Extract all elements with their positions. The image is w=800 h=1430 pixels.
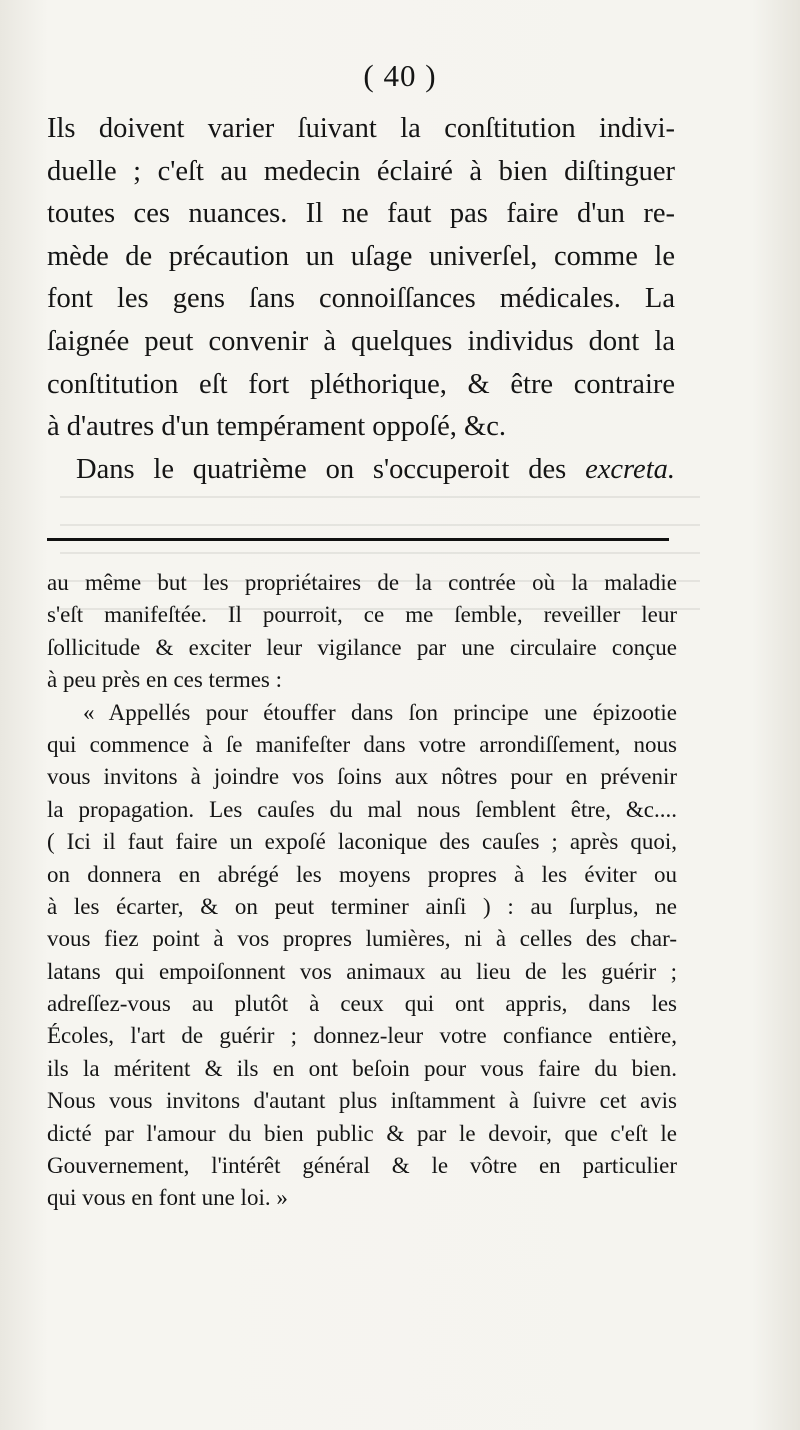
footnote-line: ils la méritent & ils en ont beſoin pour vous faire du bien. [47, 1055, 677, 1081]
main-text-block [47, 108, 675, 491]
footnote-line: qui vous en font une loi. » [47, 1185, 288, 1211]
footnote-line: ( Ici il faut faire un expoſé laconique des cauſes ; après quoi, [47, 829, 677, 855]
footnote-line: à les écarter, & on peut terminer ainſi ) : au ſurplus, ne [47, 893, 677, 919]
main-text-line: à d'autres d'un tempérament oppoſé, &c. [47, 411, 506, 443]
footnote-line: au même but les propriétaires de la contrée où la maladie [47, 570, 677, 595]
main-text-line: Ils doivent varier ſuivant la conſtitution indivi- [47, 113, 675, 144]
footnote-line: adreſſez-vous au plutôt à ceux qui ont appris, dans les [47, 991, 677, 1017]
page-number: ( 40 ) [363, 58, 437, 93]
footnote-line: on donnera en abrégé les moyens propres à les éviter ou [47, 861, 677, 887]
footnote-block [47, 567, 677, 1215]
main-text-line: toutes ces nuances. Il ne faut pas faire d'un re- [47, 198, 675, 230]
footnote-line: qui commence à ſe manifeſter dans votre arrondiſſement, nous [47, 731, 677, 757]
footnote-line: ſollicitude & exciter leur vigilance par une circulaire conçue [47, 634, 677, 660]
main-text-line: mède de précaution un uſage univerſel, comme le [47, 240, 675, 272]
main-text-line: conſtitution eſt fort pléthorique, & être contraire [47, 368, 675, 400]
last-paragraph-text: Dans le quatrième on s'occuperoit des [76, 453, 567, 485]
footnote-line: vous fiez point à vos propres lumières, ni à celles des char- [47, 926, 677, 952]
footnote-separator-rule [47, 538, 669, 541]
footnote-line: la propagation. Les cauſes du mal nous ſemblent être, &c.... [47, 796, 677, 822]
footnote-line: à peu près en ces termes : [47, 667, 283, 693]
footnote-line: Nous vous invitons d'autant plus inſtamment à ſuivre cet avis [47, 1088, 677, 1114]
footnote-line: Gouvernement, l'intérêt général & le vôtre en particulier [47, 1153, 677, 1179]
footnote-line: latans qui empoiſonnent vos animaux au lieu de les guérir ; [47, 958, 677, 984]
main-text-last-paragraph [47, 449, 675, 492]
last-paragraph-italic-term: excreta. [585, 453, 676, 485]
main-text-line: ſaignée peut convenir à quelques individus dont la [47, 325, 675, 357]
footnote-line: vous invitons à joindre vos ſoins aux nôtres pour en prévenir [47, 764, 677, 790]
footnote-line: dicté par l'amour du bien public & par le devoir, que c'eſt le [47, 1120, 677, 1146]
main-text-line: duelle ; c'eſt au medecin éclairé à bien diſtinguer [47, 155, 675, 187]
main-text-line: font les gens ſans connoiſſances médicales. La [47, 283, 675, 315]
footnote-line: « Appellés pour étouffer dans ſon principe une épizootie [83, 699, 677, 725]
footnote-line: s'eſt manifeſtée. Il pourroit, ce me ſemble, reveiller leur [47, 602, 677, 628]
footnote-line: Écoles, l'art de guérir ; donnez-leur votre confiance entière, [47, 1023, 677, 1049]
